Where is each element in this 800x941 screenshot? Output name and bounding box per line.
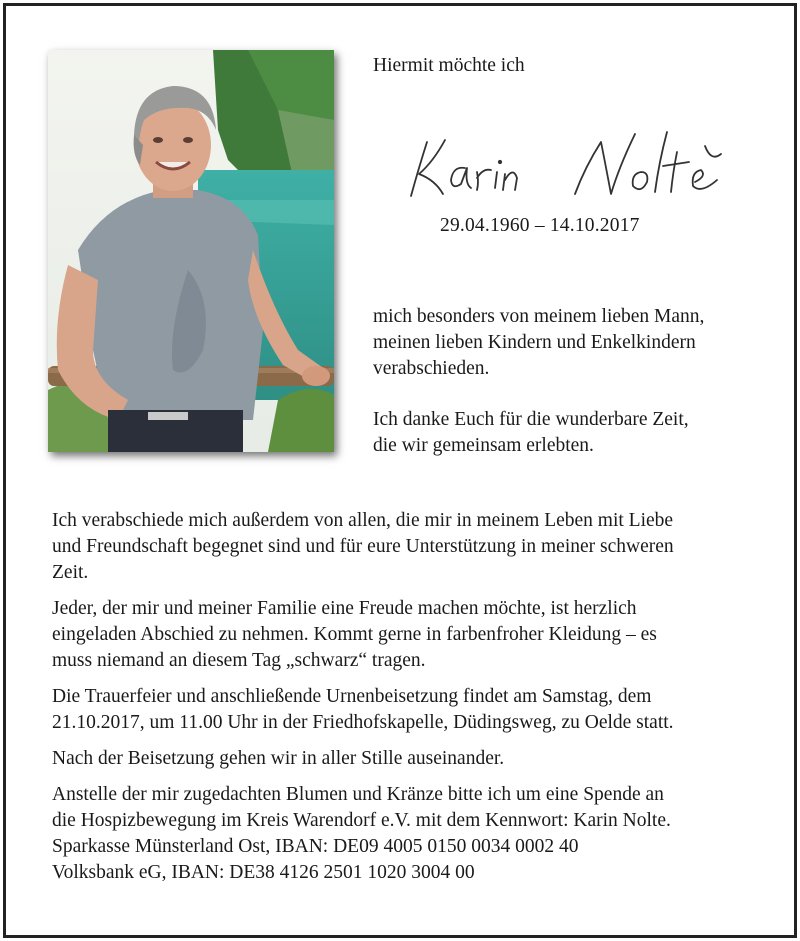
text-line: 21.10.2017, um 11.00 Uhr in der Friedhofskapelle, Düdingsweg, zu Oelde statt.: [52, 712, 674, 733]
paragraph-silence: [52, 746, 749, 772]
bank-account-volksbank: Volksbank eG, IBAN: DE38 4126 2501 1020 3004 00: [52, 862, 475, 883]
text-line: Zeit.: [52, 562, 89, 583]
text-line: Jeder, der mir und meiner Familie eine Freude machen möchte, ist herzlich: [52, 598, 637, 619]
paragraph-ceremony: [52, 684, 749, 736]
paragraph-donation: [52, 782, 749, 886]
text-line: Ich danke Euch für die wunderbare Zeit,: [373, 409, 689, 430]
text-line: Die Trauerfeier und anschließende Urnenbeisetzung findet am Samstag, dem: [52, 686, 652, 707]
portrait-photo: [48, 50, 334, 452]
thanks-text: [373, 407, 689, 459]
notice-body: [52, 508, 749, 886]
text-line: eingeladen Abschied zu nehmen. Kommt gerne in farbenfroher Kleidung – es: [52, 624, 657, 645]
text-line: verabschieden.: [373, 358, 490, 379]
text-line: muss niemand an diesem Tag „schwarz“ tragen.: [52, 650, 426, 671]
text-line: meinen lieben Kindern und Enkelkindern: [373, 332, 696, 353]
text-line: Ich verabschiede mich außerdem von allen, die mir in meinem Leben mit Liebe: [52, 510, 674, 531]
text-line: die wir gemeinsam erlebten.: [373, 435, 594, 456]
handwritten-signature: [405, 122, 750, 208]
life-dates: 29.04.1960 – 14.10.2017: [440, 215, 640, 236]
farewell-text: [373, 304, 704, 382]
bank-account-sparkasse: Sparkasse Münsterland Ost, IBAN: DE09 4005 0150 0034 0002 40: [52, 836, 579, 857]
text-line: Anstelle der mir zugedachten Blumen und Kränze bitte ich um eine Spende an: [52, 784, 664, 805]
paragraph-farewell-all: [52, 508, 749, 586]
text-line: Nach der Beisetzung gehen wir in aller Stille auseinander.: [52, 748, 505, 769]
intro-text: Hiermit möchte ich: [373, 55, 525, 76]
paragraph-invitation: [52, 596, 749, 674]
text-line: mich besonders von meinem lieben Mann,: [373, 306, 705, 327]
text-line: und Freundschaft begegnet sind und für eure Unterstützung in meiner schweren: [52, 536, 674, 557]
text-line: die Hospizbewegung im Kreis Warendorf e.V. mit dem Kennwort: Karin Nolte.: [52, 810, 671, 831]
